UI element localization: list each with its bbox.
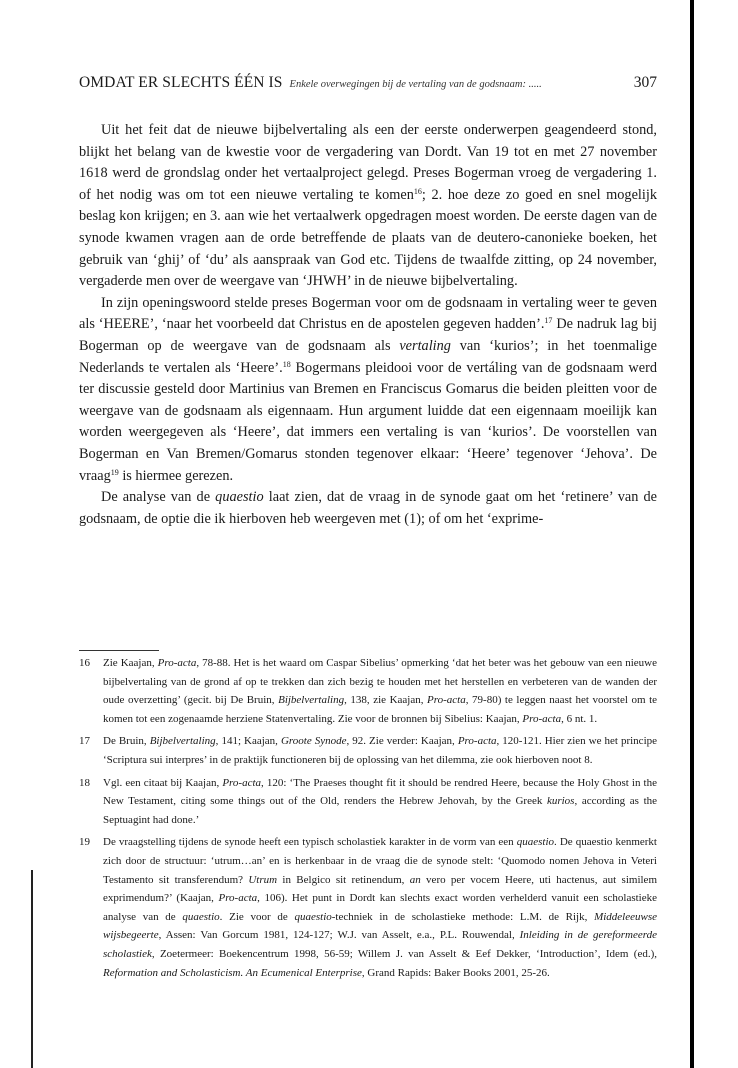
- text-run: De nadruk lag bij Bogerman op de weergave van de godsnaam als: [79, 316, 657, 354]
- text-run: . De quaestio kenmerkt zich door de structuur: ‘utrum…an’ en is herkenbaar in de vraag die de synode stelt: ‘Quomodo nomen Jehova in Veteri Testamento sit transferendum?: [103, 836, 657, 886]
- footnote-text: [103, 833, 657, 982]
- text-run: Bogermans pleidooi voor de vertáling van de godsnaam werd ter discussie gesteld door Martinius van Bremen en Franciscus Gomarus die beiden pleitten voor de weergave van de godsnaam als eigennaam. Hun argument luidde dat een eigennaam moeilijk kan worden weergegeven als ‘Heere’, dat immers een vertaling is van ‘kurios’. De voorstellen van Bogerman en Van Bremen/Gomarus stonden tegenover elkaar: ‘Heere’ tegenover ‘Jehova’. De vraag: [79, 359, 657, 484]
- text-run: laat zien, dat de vraag in de synode gaat om het ‘retinere’ van de godsnaam, de optie die ik hierboven heb weergeven met (1); of om het ‘exprime-: [79, 489, 657, 527]
- footnote-16: [79, 654, 657, 728]
- text-run: , 92. Zie verder: Kaajan,: [346, 735, 458, 748]
- text-run: , 79-80) te leggen naast het voorstel om te komen tot een zogenaamde herziene Statenvertaling. Zie voor de bronnen bij Sibelius: Kaajan,: [103, 694, 658, 725]
- footnote-text: [103, 654, 657, 728]
- text-run: Uit het feit dat de nieuwe bijbelvertaling als een der eerste onderwerpen geagendeerd stond, blijkt het belang van de kwestie voor de vergadering van Dordt. Van 19 tot en met 27 november 1618 werd de grondslag onder het vertaalproject gelegd. Preses Bogerman vroeg de vergadering 1. of het nodig was om tot een nieuwe vertaling te komen: [79, 122, 657, 203]
- footnote-ref-17[interactable]: 17: [544, 316, 553, 326]
- text-run: Zie Kaajan,: [103, 657, 158, 669]
- footnote-ref-19[interactable]: 19: [110, 467, 119, 477]
- footnote-ref-16[interactable]: 16: [413, 186, 422, 196]
- text-run: -techniek in de scholastieke methode: L.M. de Rijk,: [331, 910, 595, 923]
- text-run: . Zie voor de: [219, 910, 295, 923]
- italic-run: Reformation and Scholasticism. An Ecumenical Enterprise: [103, 966, 362, 979]
- footnote-number: 17: [79, 735, 90, 748]
- running-header: [79, 74, 657, 92]
- text-run: , 138, zie Kaajan,: [344, 694, 428, 707]
- footnote-number: 16: [79, 657, 90, 669]
- text-run: is hiermee gerezen.: [118, 467, 234, 484]
- footnote-number: 18: [79, 776, 90, 789]
- text-run: in Belgico sit retinendum,: [277, 873, 410, 886]
- paragraph-1: [79, 120, 657, 293]
- italic-run: Pro-acta: [427, 694, 466, 707]
- text-run: , Grand Rapids: Baker Books 2001, 25-26.: [361, 966, 550, 979]
- header-subtitle: Enkele overwegingen bij de vertaling van de godsnaam: .....: [289, 79, 542, 90]
- text-run: , 120: ‘The Praeses thought fit it should be rendred Heere, because the Holy Ghost in the New Testament, citing some things out of the Old, renders the Hebrew Jehovah, by the Greek: [103, 776, 657, 808]
- italic-run: Bijbelvertaling: [278, 694, 345, 707]
- text-run: , 106). Het punt in Dordt kan slechts exact worden verhelderd vanuit een scholastieke analyse van de: [103, 892, 658, 923]
- italic-run: Pro-acta: [222, 776, 262, 789]
- footnote-ref-18[interactable]: 18: [282, 359, 291, 369]
- italic-run: quaestio: [182, 910, 220, 923]
- text-run: De vraagstelling tijdens de synode heeft een typisch scholastiek karakter in de vorm van een: [103, 836, 517, 849]
- paragraph-3: [79, 487, 657, 530]
- italic-run: Pro-acta: [457, 735, 497, 748]
- footnote-separator: [79, 650, 159, 651]
- body-text: [79, 120, 657, 530]
- italic-run: an: [409, 873, 421, 886]
- text-run: , Assen: Van Gorcum 1981, 124-127; W.J. van Asselt, e.a., P.L. Rouwendal,: [158, 929, 520, 942]
- paragraph-2: [79, 293, 657, 487]
- italic-run: quaestio: [294, 910, 332, 923]
- header-title: OMDAT ER SLECHTS ÉÉN IS: [79, 74, 283, 91]
- text-run: De Bruin,: [103, 735, 150, 748]
- text-run: , Zoetermeer: Boekencentrum 1998, 56-59; Willem J. van Asselt & Eef Dekker, ‘Introduction’, Idem (ed.),: [151, 947, 657, 960]
- text-run: ; 2. hoe deze zo goed en snel mogelijk beslag kon krijgen; en 3. aan wie het vertaalwerk opgedragen moest worden. De eerste dagen van de synode kwamen vragen aan de orde betreffende de plaats van de deutero-canonieke boeken, het gebruik van ‘ghij’ of ‘du’ als aanspraak van God etc. Tijdens de twaalfde zitting, op 24 november, vergaderde men over de weergave van ‘JHWH’ in de nieuwe bijbelvertaling.: [79, 186, 657, 290]
- italic-run: Pro-acta: [218, 892, 258, 905]
- italic-run: Bijbelvertaling: [149, 735, 216, 748]
- footnote-text: [103, 732, 657, 769]
- italic-run: Pro-acta: [522, 712, 562, 725]
- italic-run: Groote Synode: [280, 735, 347, 748]
- text-run: vero per vocem Heere, uti hactenus, aut similem exprimendum?’ (Kaajan,: [103, 873, 657, 905]
- text-run: , 141; Kaajan,: [215, 735, 281, 748]
- footnote-18: [79, 774, 657, 830]
- italic-run: Inleiding in de gereformeerde scholastiek: [103, 929, 657, 960]
- footnote-17: [79, 732, 657, 769]
- text-run: Vgl. een citaat bij Kaajan,: [103, 776, 223, 789]
- text-run: , 78-88. Het is het waard om Caspar Sibelius’ opmerking ‘dat het beter was het gebouw van een nieuwe bijbelvertaling van de grond af op te trekken dan zich bezig te houden met het herstellen en verbeteren van de wanden der oude overzetting’ (gecit. bij De Bruin,: [103, 657, 657, 707]
- text-run: , according as the Septuagint had done.’: [103, 795, 658, 826]
- footnote-number: 19: [79, 836, 90, 849]
- italic-run: kurios: [546, 795, 575, 808]
- text-run: De analyse van de: [101, 489, 216, 506]
- italic-run: Middeleeuwse wijsbegeerte: [103, 910, 658, 942]
- text-run: In zijn openingswoord stelde preses Bogerman voor om de godsnaam in vertaling weer te geven als ‘HEERE’, ‘naar het voorbeeld dat Christus en de apostelen gegeven hadden’.: [79, 294, 657, 333]
- italic-run: Utrum: [248, 873, 278, 886]
- italic-run: quaestio: [215, 489, 264, 506]
- left-margin-rule: [31, 870, 33, 1068]
- text-run: , 6 nt. 1.: [561, 712, 598, 725]
- footnotes: [79, 654, 657, 986]
- page-number: 307: [633, 74, 657, 91]
- text-run: , 120-121. Hier zien we het principe ‘Scriptura sui interpres’ in de praktijk functioneren bij de oplossing van het dilemma, zie ook hierboven noot 8.: [103, 735, 658, 766]
- text-run: van ‘kurios’; in het toenmalige Nederlands te vertalen als ‘Heere’.: [79, 337, 657, 376]
- footnote-19: [79, 833, 657, 982]
- italic-run: Pro-acta: [157, 657, 197, 669]
- right-margin-rule: [690, 0, 694, 1068]
- footnote-text: [103, 774, 657, 830]
- italic-run: vertaling: [399, 337, 451, 354]
- italic-run: quaestio: [516, 836, 555, 849]
